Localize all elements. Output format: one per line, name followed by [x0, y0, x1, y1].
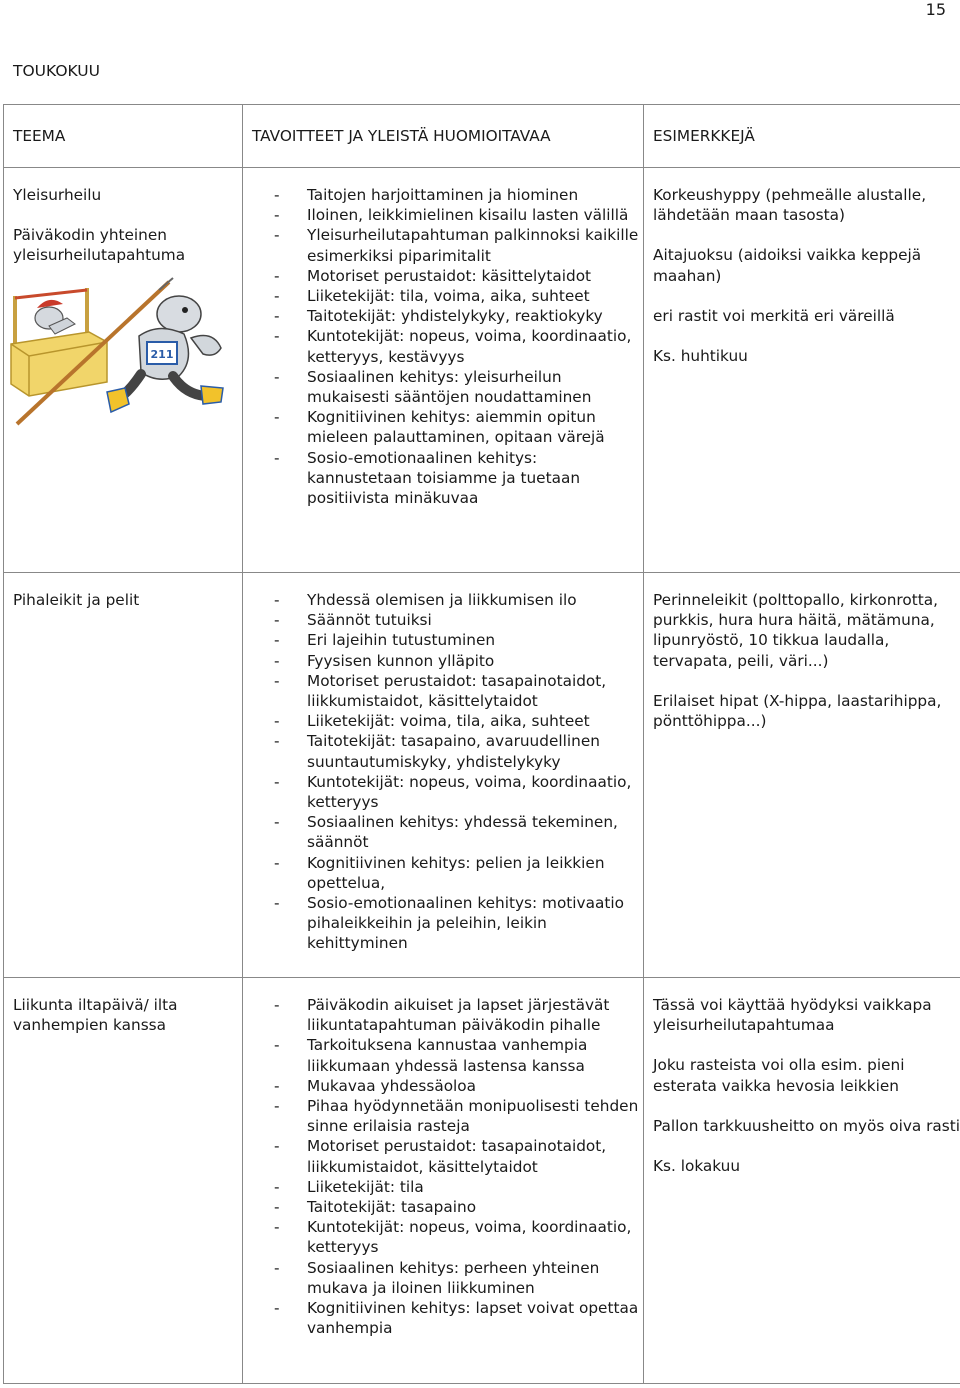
example-paragraph: Ks. lokakuu [653, 1157, 741, 1176]
theme-subtitle: Päiväkodin yhteinen yleisurheilutapahtuma [13, 226, 186, 265]
list-item: - Sosiaalinen kehitys: perheen yhteinen mukava ja iloinen liikkuminen [274, 1258, 639, 1298]
example-paragraph: Joku rasteista voi olla esim. pieni esterata vaikka hevosia leikkien [653, 1056, 905, 1095]
list-item: - Kuntotekijät: nopeus, voima, koordinaatio, ketteryys [274, 1217, 639, 1257]
list-item: - Taitojen harjoittaminen ja hiominen [274, 185, 639, 205]
list-item: - Pihaa hyödynnetään monipuolisesti tehden sinne erilaisia rasteja [274, 1096, 639, 1136]
list-item: - Taitotekijät: tasapaino [274, 1197, 639, 1217]
theme-cell [4, 168, 243, 573]
example-paragraph: Perinneleikit (polttopallo, kirkonrotta, purkkis, hura hura häitä, mätämuna, lipunryöstö, 10 tikkua laudalla, tervapata, peili, väri...) [653, 591, 938, 670]
list-item: - Kognitiivinen kehitys: lapset voivat opettaa vanhempia [274, 1298, 639, 1338]
example-paragraph: eri rastit voi merkitä eri väreillä [653, 306, 895, 325]
goals-cell [243, 573, 644, 978]
list-item: - Kuntotekijät: nopeus, voima, koordinaatio, ketteryys [274, 772, 639, 812]
month-heading: TOUKOKUU [13, 62, 100, 80]
list-item: - Liiketekijät: tila [274, 1177, 639, 1197]
list-item: - Sosio-emotionaalinen kehitys: kannustetaan toisiamme ja tuetaan positiivista minäkuvaa [274, 448, 639, 509]
theme-title: Pihaleikit ja pelit [13, 591, 140, 609]
table-header-row [4, 105, 960, 168]
table-row [4, 573, 960, 978]
theme-title: Liikunta iltapäivä/ ilta vanhempien kanssa [13, 996, 178, 1035]
list-item: - Yhdessä olemisen ja liikkumisen ilo [274, 590, 639, 610]
header-examples: ESIMERKKEJÄ [644, 105, 960, 168]
list-item: - Fyysisen kunnon ylläpito [274, 651, 639, 671]
examples-cell [644, 573, 960, 978]
example-paragraph: Erilaiset hipat (X-hippa, laastarihippa, pönttöhippa...) [653, 691, 942, 731]
activity-plan-table [3, 104, 960, 1384]
list-item: - Tarkoituksena kannustaa vanhempia liikkumaan yhdessä lastensa kanssa [274, 1035, 639, 1075]
goals-cell [243, 168, 644, 573]
page-number: 15 [925, 0, 946, 19]
table-row [4, 978, 960, 1384]
list-item: - Eri lajeihin tutustuminen [274, 630, 639, 650]
example-paragraph: Korkeushyppy (pehmeälle alustalle, lähdetään maan tasosta) [653, 186, 927, 225]
list-item: - Säännöt tutuiksi [274, 610, 639, 630]
list-item: - Sosiaalinen kehitys: yleisurheilun mukaisesti sääntöjen noudattaminen [274, 367, 639, 407]
list-item: - Motoriset perustaidot: tasapainotaidot, liikkumistaidot, käsittelytaidot [274, 1136, 639, 1176]
list-item: - Päiväkodin aikuiset ja lapset järjestävät liikuntatapahtuman päiväkodin pihalle [274, 995, 639, 1035]
example-paragraph: Ks. huhtikuu [653, 347, 748, 366]
header-goals: TAVOITTEET JA YLEISTÄ HUOMIOITAVAA [243, 105, 644, 168]
list-item: - Yleisurheilutapahtuman palkinnoksi kaikille esimerkiksi piparimitalit [274, 225, 639, 265]
goals-cell [243, 978, 644, 1384]
example-paragraph: Pallon tarkkuusheitto on myös oiva rasti [653, 1116, 960, 1135]
header-theme: TEEMA [4, 105, 243, 168]
table-row [4, 168, 960, 573]
list-item: - Liiketekijät: voima, tila, aika, suhteet [274, 711, 639, 731]
goals-list [274, 995, 639, 1338]
list-item: - Taitotekijät: tasapaino, avaruudellinen suuntautumiskyky, yhdistelykyky [274, 731, 639, 771]
example-paragraph: Aitajuoksu (aidoiksi vaikka keppejä maahan) [653, 246, 922, 285]
list-item: - Iloinen, leikkimielinen kisailu lasten välillä [274, 205, 639, 225]
list-item: - Liiketekijät: tila, voima, aika, suhteet [274, 286, 639, 306]
athletics-mascot-illustration [9, 274, 234, 439]
bib-number: 211 [150, 347, 174, 361]
theme-cell [4, 978, 243, 1384]
list-item: - Kognitiivinen kehitys: pelien ja leikkien opettelua, [274, 853, 639, 893]
examples-cell [644, 978, 960, 1384]
theme-cell [4, 573, 243, 978]
goals-list [274, 590, 639, 954]
theme-title: Yleisurheilu [13, 186, 102, 204]
list-item: - Kognitiivinen kehitys: aiemmin opitun mieleen palauttaminen, opitaan värejä [274, 407, 639, 447]
examples-cell [644, 168, 960, 573]
list-item: - Sosio-emotionaalinen kehitys: motivaatio pihaleikkeihin ja peleihin, leikin kehittyminen [274, 893, 639, 954]
list-item: - Motoriset perustaidot: käsittelytaidot [274, 266, 639, 286]
list-item: - Taitotekijät: yhdistelykyky, reaktiokyky [274, 306, 639, 326]
goals-list [274, 185, 639, 508]
list-item: - Kuntotekijät: nopeus, voima, koordinaatio, ketteryys, kestävyys [274, 326, 639, 366]
example-paragraph: Tässä voi käyttää hyödyksi vaikkapa yleisurheilutapahtumaa [653, 996, 932, 1035]
list-item: - Mukavaa yhdessäoloa [274, 1076, 639, 1096]
list-item: - Motoriset perustaidot: tasapainotaidot, liikkumistaidot, käsittelytaidot [274, 671, 639, 711]
list-item: - Sosiaalinen kehitys: yhdessä tekeminen, säännöt [274, 812, 639, 852]
